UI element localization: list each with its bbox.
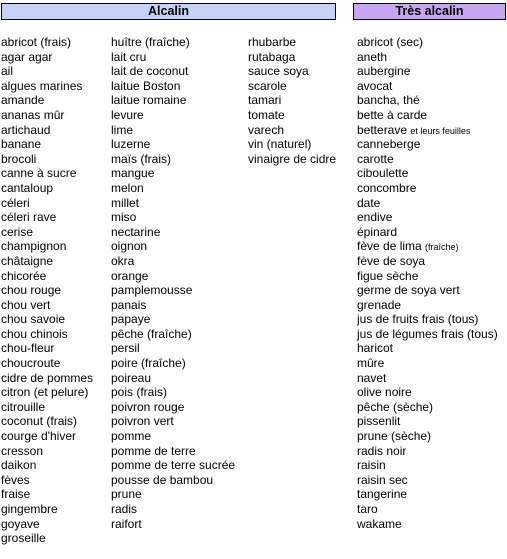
list-item-label: aubergine [357,64,411,79]
list-item-label: chou-fleur [1,341,55,356]
list-item [111,225,235,240]
list-item-label: pousse de bambou [111,472,214,487]
list-item-label: figue sèche [357,268,419,283]
list-item-label: chicorée [1,268,47,283]
list-item [1,444,93,459]
list-item [357,108,498,123]
list-item-label: radis [111,502,138,516]
list-item [357,196,498,211]
list-item-label: fèves [1,472,30,487]
list-item-label: tomate [248,107,285,122]
list-item-label: miso [111,210,137,225]
list-item [357,487,498,502]
list-item-label: orange [111,268,149,283]
list-item-label: huître (fraîche) [111,35,190,49]
list-item-label: aneth [357,49,388,64]
list-item-label: citron (et pelure) [1,385,89,400]
list-item-label: okra [111,253,135,268]
list-item [357,385,498,400]
list-item-label: prune [111,487,142,502]
list-item-label: citrouille [1,399,46,414]
list-item [248,93,336,108]
list-item [357,181,498,196]
list-item [111,108,235,123]
list-item-label: taro [357,502,378,516]
list-item-label: groseille [1,531,46,546]
list-item [1,517,93,532]
list-item [111,254,235,269]
list-item-label: pamplemousse [111,283,193,298]
list-item-label: chou vert [1,297,51,312]
list-item-label: coconut (frais) [1,414,78,429]
list-item [1,93,93,108]
list-item [1,283,93,298]
list-item-label: courge d'hiver [1,429,76,444]
list-item-label: radis noir [357,443,407,458]
list-item-label: millet [111,195,140,210]
list-item-label: brocoli [1,151,37,166]
list-item [1,35,93,50]
list-item [111,400,235,415]
list-item-label: persil [111,341,140,356]
list-alcalin-col-2 [111,35,235,531]
list-item [357,298,498,313]
list-item-label: champignon [1,239,67,254]
list-item-label: amande [1,93,45,108]
list-item [1,137,93,152]
list-item [357,254,498,269]
list-item-label: ciboulette [357,166,409,181]
list-item-note: (fraîche) [425,242,459,253]
list-item [248,35,336,50]
list-item [1,239,93,254]
list-item-label: betterave [357,122,408,137]
list-item [357,371,498,386]
list-item-label: algues marines [1,78,83,93]
list-item [111,152,235,167]
list-item [1,458,93,473]
list-item [1,502,93,517]
list-item [1,341,93,356]
list-item [1,400,93,415]
list-item [357,312,498,327]
list-item [357,79,498,94]
list-item [1,269,93,284]
list-item [1,312,93,327]
list-alcalin-col-1 [1,35,93,546]
list-item-label: châtaigne [1,253,54,268]
list-item-label: goyave [1,516,40,531]
list-item-label: pissenlit [357,414,401,429]
list-item-label: raisin [357,458,386,473]
list-item-label: canne à sucre [1,166,77,181]
list-item-label: wakame [357,516,402,531]
list-item [248,64,336,79]
list-item [357,239,498,254]
list-item-label: cantaloup [1,180,54,195]
list-item-label: choucroute [1,356,61,371]
list-item [357,269,498,284]
list-item-label: pêche (fraîche) [111,326,192,341]
list-item-label: date [357,195,381,210]
list-item-label: luzerne [111,137,151,152]
list-item [111,517,235,532]
list-item-label: pêche (sèche) [357,399,434,414]
list-item [357,400,498,415]
list-item-label: germe de soya vert [357,283,460,298]
header-tres-alcalin: Très alcalin [353,3,506,20]
list-item [357,50,498,65]
list-item-label: vin (naturel) [248,137,312,152]
list-item [111,444,235,459]
list-item-label: raisin sec [357,472,408,487]
list-item [248,123,336,138]
list-item [111,79,235,94]
list-item [1,50,93,65]
list-item [1,473,93,488]
list-item-label: fève de soya [357,253,426,268]
list-item-label: olive noire [357,385,412,400]
list-item-label: bancha, thé [357,93,420,108]
list-item [357,123,498,138]
list-item-label: poire (fraîche) [111,356,186,371]
list-item [357,210,498,225]
list-item [111,414,235,429]
list-item [357,166,498,181]
list-item [111,35,235,50]
list-item-label: lime [111,122,134,137]
list-item-label: jus de légumes frais (tous) [357,326,498,341]
list-item [111,312,235,327]
list-item [111,269,235,284]
list-item-label: tamari [248,93,282,108]
list-item [111,429,235,444]
list-item-label: pomme de terre [111,443,196,458]
list-item [1,166,93,181]
list-item [111,371,235,386]
list-item-label: gingembre [1,502,58,516]
list-item [1,371,93,386]
list-tres-alcalin-col [357,35,498,531]
list-item-label: rutabaga [248,49,296,64]
list-item [357,35,498,50]
list-item [111,196,235,211]
list-item [357,327,498,342]
list-item-label: concombre [357,180,417,195]
list-item [357,356,498,371]
list-item [357,64,498,79]
list-item [357,341,498,356]
list-item [1,225,93,240]
list-item [357,473,498,488]
list-item-label: levure [111,107,144,122]
list-item-label: laitue romaine [111,93,187,108]
list-item-label: endive [357,210,393,225]
list-item [1,64,93,79]
list-item [248,79,336,94]
list-item [111,64,235,79]
list-item-label: pois (frais) [111,385,168,400]
list-item [111,356,235,371]
list-item [111,341,235,356]
list-item [1,152,93,167]
list-item-label: mangue [111,166,155,181]
list-item-label: abricot (frais) [1,35,72,49]
list-item [357,152,498,167]
list-item-label: haricot [357,341,394,356]
list-item-label: cerise [1,224,34,239]
list-item-label: navet [357,370,387,385]
list-item [1,79,93,94]
list-item-label: maïs (frais) [111,151,171,166]
list-item [111,458,235,473]
list-item-label: rhubarbe [248,35,297,49]
list-item-label: lait de coconut [111,64,189,79]
list-item [248,108,336,123]
list-item-label: agar agar [1,49,53,64]
list-item-label: pomme [111,429,152,444]
list-item [248,137,336,152]
list-item-label: ail [1,64,14,79]
list-item-label: chou chinois [1,326,68,341]
list-item-label: cidre de pommes [1,370,94,385]
list-item-label: jus de fruits frais (tous) [357,312,479,327]
list-item [357,458,498,473]
list-item-label: artichaud [1,122,51,137]
list-item-label: scarole [248,78,287,93]
list-item [111,210,235,225]
list-item [357,283,498,298]
list-item [1,108,93,123]
list-item [248,50,336,65]
list-item-note: et leurs feuilles [410,125,471,136]
list-item [111,283,235,298]
list-item [111,123,235,138]
list-item-label: melon [111,180,144,195]
list-item-label: ananas mûr [1,107,65,122]
list-item [111,473,235,488]
list-item [1,385,93,400]
list-item [111,50,235,65]
list-item [1,487,93,502]
list-item [1,196,93,211]
list-item [1,429,93,444]
list-item [111,327,235,342]
list-item-label: banane [1,137,42,152]
list-item [1,531,93,546]
list-item [357,414,498,429]
list-item-label: lait cru [111,49,147,64]
list-item-label: céleri rave [1,210,57,225]
list-item [1,123,93,138]
list-item-label: raifort [111,516,142,531]
list-item [1,298,93,313]
list-item [111,137,235,152]
list-item [357,444,498,459]
list-item [111,166,235,181]
list-item-label: varech [248,122,285,137]
list-item [111,181,235,196]
list-item [1,327,93,342]
list-item-label: poivron rouge [111,399,185,414]
list-alcalin-col-3 [248,35,336,166]
list-item-label: mûre [357,356,385,371]
list-item-label: vinaigre de cidre [248,151,337,166]
list-item-label: grenade [357,297,402,312]
list-item-label: prune (sèche) [357,429,432,444]
list-item-label: fraise [1,487,31,502]
list-item [111,487,235,502]
list-item-label: chou savoie [1,312,66,327]
list-item-label: sauce soya [248,64,309,79]
list-item-label: laitue Boston [111,78,181,93]
list-item-label: abricot (sec) [357,35,424,49]
list-item-label: cresson [1,443,44,458]
list-item [111,385,235,400]
list-item-label: épinard [357,224,398,239]
list-item [1,210,93,225]
list-item-label: céleri [1,195,30,210]
list-item-label: bette à carde [357,107,428,122]
list-item [357,225,498,240]
list-item-label: chou rouge [1,283,62,298]
list-item [1,414,93,429]
list-item [1,254,93,269]
list-item-label: avocat [357,78,393,93]
list-item-label: panais [111,297,147,312]
list-item-label: carotte [357,151,394,166]
list-item [357,429,498,444]
list-item [357,517,498,532]
list-item [1,181,93,196]
list-item [111,298,235,313]
list-item [357,137,498,152]
list-item-label: daikon [1,458,37,473]
list-item [111,93,235,108]
list-item-label: nectarine [111,224,161,239]
list-item-label: oignon [111,239,148,254]
list-item-label: pomme de terre sucrée [111,458,236,473]
list-item-label: papaye [111,312,151,327]
list-item [111,239,235,254]
list-item-label: tangerine [357,487,408,502]
list-item [357,502,498,517]
list-item [111,502,235,517]
list-item [357,93,498,108]
list-item-label: poivron vert [111,414,174,429]
list-item-label: poireau [111,370,152,385]
header-alcalin: Alcalin [1,3,336,20]
list-item-label: fève de lima [357,239,422,254]
list-item-label: canneberge [357,137,421,152]
list-item [1,356,93,371]
list-item [248,152,336,167]
